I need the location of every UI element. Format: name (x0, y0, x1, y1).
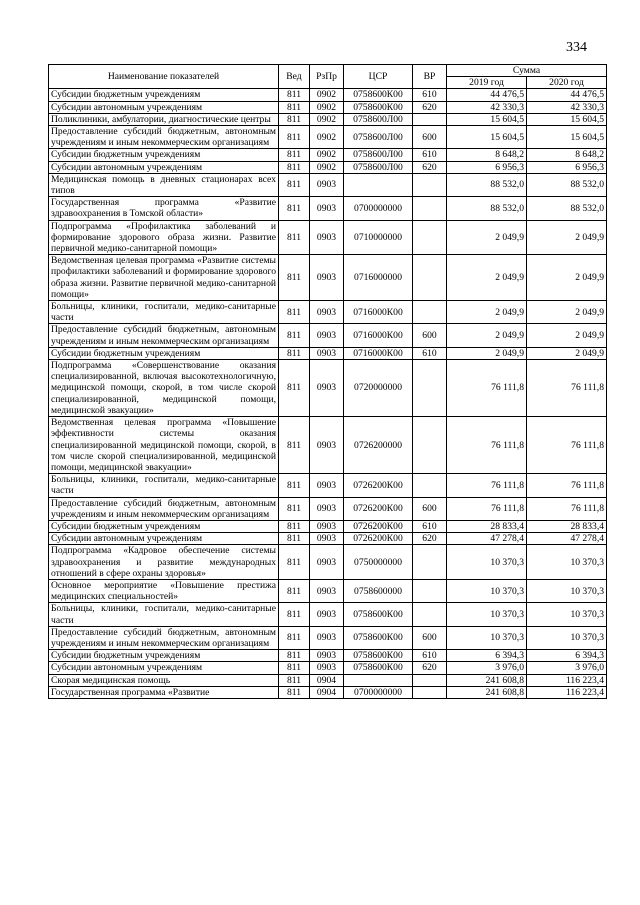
row-sum-2019-cell: 15 604,5 (447, 126, 527, 149)
row-csr-cell: 0726200000 (344, 417, 413, 474)
row-rzpr-cell: 0903 (310, 301, 344, 324)
row-rzpr-cell: 0903 (310, 579, 344, 602)
row-name-cell: Государственная программа «Развитие здравоохранения в Томской области» (49, 197, 279, 220)
row-rzpr-cell: 0903 (310, 603, 344, 626)
row-sum-2019-cell: 6 956,3 (447, 161, 527, 173)
row-rzpr-cell: 0903 (310, 662, 344, 674)
row-sum-2019-cell: 2 049,9 (447, 324, 527, 347)
row-sum-2020-cell: 76 111,8 (527, 474, 607, 497)
page-number: 334 (566, 40, 587, 55)
row-sum-2019-cell: 241 608,8 (447, 686, 527, 698)
row-csr-cell: 0716000К00 (344, 301, 413, 324)
row-sum-2020-cell: 10 370,3 (527, 626, 607, 649)
row-vr-cell: 620 (413, 161, 447, 173)
table-row (49, 173, 607, 196)
row-sum-2020-cell: 116 223,4 (527, 674, 607, 686)
row-ved-cell: 811 (279, 197, 310, 220)
row-sum-2020-cell: 2 049,9 (527, 347, 607, 359)
table-row (49, 674, 607, 686)
row-rzpr-cell: 0903 (310, 220, 344, 255)
table-row (49, 579, 607, 602)
row-csr-cell: 0758600Л00 (344, 149, 413, 161)
table-row (49, 347, 607, 359)
row-name-cell: Государственная программа «Развитие (49, 686, 279, 698)
row-rzpr-cell: 0903 (310, 360, 344, 417)
row-vr-cell: 610 (413, 520, 447, 532)
row-name-cell: Субсидии бюджетным учреждениям (49, 650, 279, 662)
row-csr-cell: 0758600000 (344, 579, 413, 602)
row-name-cell: Субсидии бюджетным учреждениям (49, 149, 279, 161)
row-csr-cell: 0758600Л00 (344, 161, 413, 173)
row-name-cell: Предоставление субсидий бюджетным, автономным учреждениям и иным некоммерческим организациям (49, 324, 279, 347)
header-ved: Вед (279, 65, 310, 89)
row-csr-cell: 0758600К00 (344, 626, 413, 649)
row-rzpr-cell: 0904 (310, 674, 344, 686)
header-vr: ВР (413, 65, 447, 89)
row-ved-cell: 811 (279, 301, 310, 324)
budget-table (48, 64, 607, 699)
table-row (49, 686, 607, 698)
table-row (49, 301, 607, 324)
row-sum-2020-cell: 42 330,3 (527, 101, 607, 113)
row-vr-cell: 620 (413, 662, 447, 674)
row-ved-cell: 811 (279, 497, 310, 520)
row-rzpr-cell: 0903 (310, 324, 344, 347)
table-row (49, 533, 607, 545)
row-sum-2019-cell: 76 111,8 (447, 497, 527, 520)
row-rzpr-cell: 0902 (310, 149, 344, 161)
row-ved-cell: 811 (279, 149, 310, 161)
row-sum-2019-cell: 10 370,3 (447, 603, 527, 626)
row-ved-cell: 811 (279, 417, 310, 474)
row-sum-2019-cell: 241 608,8 (447, 674, 527, 686)
row-ved-cell: 811 (279, 674, 310, 686)
row-name-cell: Медицинская помощь в дневных стационарах всех типов (49, 173, 279, 196)
row-csr-cell: 0758600К00 (344, 101, 413, 113)
row-ved-cell: 811 (279, 255, 310, 301)
row-sum-2019-cell: 88 532,0 (447, 173, 527, 196)
row-sum-2020-cell: 2 049,9 (527, 324, 607, 347)
row-vr-cell: 610 (413, 347, 447, 359)
row-sum-2019-cell: 42 330,3 (447, 101, 527, 113)
row-rzpr-cell: 0902 (310, 161, 344, 173)
row-rzpr-cell: 0903 (310, 520, 344, 532)
row-vr-cell: 610 (413, 650, 447, 662)
row-vr-cell (413, 173, 447, 196)
row-sum-2020-cell: 76 111,8 (527, 417, 607, 474)
row-csr-cell: 0758600К00 (344, 603, 413, 626)
row-ved-cell: 811 (279, 173, 310, 196)
row-sum-2019-cell: 76 111,8 (447, 474, 527, 497)
row-ved-cell: 811 (279, 650, 310, 662)
row-rzpr-cell: 0903 (310, 417, 344, 474)
row-sum-2020-cell: 10 370,3 (527, 545, 607, 580)
row-ved-cell: 811 (279, 579, 310, 602)
table-row (49, 662, 607, 674)
row-csr-cell (344, 173, 413, 196)
row-vr-cell: 620 (413, 101, 447, 113)
table-body (49, 89, 607, 699)
row-ved-cell: 811 (279, 474, 310, 497)
row-sum-2020-cell: 88 532,0 (527, 197, 607, 220)
row-sum-2019-cell: 76 111,8 (447, 360, 527, 417)
row-sum-2019-cell: 3 976,0 (447, 662, 527, 674)
row-name-cell: Субсидии бюджетным учреждениям (49, 520, 279, 532)
row-vr-cell (413, 417, 447, 474)
row-name-cell: Ведомственная целевая программа «Развитие системы профилактики заболеваний и формирование здорового образа жизни. Развитие первичной медико-санитарной помощи» (49, 255, 279, 301)
table-row (49, 126, 607, 149)
row-rzpr-cell: 0902 (310, 126, 344, 149)
row-csr-cell: 0716000000 (344, 255, 413, 301)
row-csr-cell: 0758600К00 (344, 662, 413, 674)
row-name-cell: Субсидии автономным учреждениям (49, 101, 279, 113)
row-sum-2019-cell: 6 394,3 (447, 650, 527, 662)
row-rzpr-cell: 0903 (310, 255, 344, 301)
row-name-cell: Ведомственная целевая программа «Повышение эффективности системы оказания специализированной медицинской помощи, скорой, в том числе скорой специализированной, медицинской помощи, медицинской эвакуации» (49, 417, 279, 474)
row-rzpr-cell: 0902 (310, 89, 344, 101)
table-row (49, 324, 607, 347)
table-row (49, 626, 607, 649)
table-row (49, 220, 607, 255)
row-vr-cell: 600 (413, 497, 447, 520)
header-year-2020: 2020 год (527, 77, 607, 89)
table-row (49, 255, 607, 301)
row-vr-cell (413, 255, 447, 301)
row-vr-cell (413, 301, 447, 324)
row-rzpr-cell: 0903 (310, 474, 344, 497)
row-vr-cell: 600 (413, 126, 447, 149)
row-csr-cell: 0726200К00 (344, 497, 413, 520)
row-vr-cell (413, 197, 447, 220)
header-rzpr: РзПр (310, 65, 344, 89)
row-vr-cell (413, 579, 447, 602)
row-name-cell: Предоставление субсидий бюджетным, автономным учреждениям и иным некоммерческим организациям (49, 626, 279, 649)
row-sum-2020-cell: 8 648,2 (527, 149, 607, 161)
row-rzpr-cell: 0903 (310, 533, 344, 545)
row-ved-cell: 811 (279, 113, 310, 125)
row-ved-cell: 811 (279, 662, 310, 674)
row-rzpr-cell: 0904 (310, 686, 344, 698)
row-vr-cell: 600 (413, 626, 447, 649)
row-name-cell: Предоставление субсидий бюджетным, автономным учреждениям и иным некоммерческим организациям (49, 497, 279, 520)
row-sum-2020-cell: 3 976,0 (527, 662, 607, 674)
row-name-cell: Скорая медицинская помощь (49, 674, 279, 686)
row-sum-2020-cell: 2 049,9 (527, 255, 607, 301)
row-csr-cell: 0700000000 (344, 686, 413, 698)
row-csr-cell (344, 674, 413, 686)
row-vr-cell: 610 (413, 89, 447, 101)
row-vr-cell: 620 (413, 533, 447, 545)
row-sum-2020-cell: 2 049,9 (527, 220, 607, 255)
row-vr-cell (413, 674, 447, 686)
row-csr-cell: 0758600К00 (344, 650, 413, 662)
row-csr-cell: 0700000000 (344, 197, 413, 220)
row-name-cell: Субсидии автономным учреждениям (49, 161, 279, 173)
row-rzpr-cell: 0903 (310, 197, 344, 220)
row-sum-2020-cell: 15 604,5 (527, 113, 607, 125)
row-vr-cell (413, 360, 447, 417)
row-sum-2020-cell: 28 833,4 (527, 520, 607, 532)
row-rzpr-cell: 0903 (310, 626, 344, 649)
row-sum-2019-cell: 2 049,9 (447, 347, 527, 359)
row-name-cell: Поликлиники, амбулатории, диагностические центры (49, 113, 279, 125)
row-ved-cell: 811 (279, 161, 310, 173)
row-ved-cell: 811 (279, 101, 310, 113)
row-name-cell: Основное мероприятие «Повышение престижа медицинских специальностей» (49, 579, 279, 602)
row-sum-2020-cell: 76 111,8 (527, 497, 607, 520)
row-sum-2020-cell: 10 370,3 (527, 579, 607, 602)
row-rzpr-cell: 0903 (310, 497, 344, 520)
table-row (49, 113, 607, 125)
row-sum-2019-cell: 10 370,3 (447, 626, 527, 649)
row-name-cell: Больницы, клиники, госпитали, медико-санитарные части (49, 301, 279, 324)
row-sum-2020-cell: 2 049,9 (527, 301, 607, 324)
row-sum-2019-cell: 44 476,5 (447, 89, 527, 101)
row-csr-cell: 0716000К00 (344, 324, 413, 347)
row-rzpr-cell: 0903 (310, 545, 344, 580)
row-csr-cell: 0720000000 (344, 360, 413, 417)
table-row (49, 197, 607, 220)
row-csr-cell: 0758600К00 (344, 89, 413, 101)
row-ved-cell: 811 (279, 533, 310, 545)
table-row (49, 474, 607, 497)
row-name-cell: Предоставление субсидий бюджетным, автономным учреждениям и иным некоммерческим организациям (49, 126, 279, 149)
row-name-cell: Подпрограмма «Кадровое обеспечение системы здравоохранения и развитие международных отношений в сфере охраны здоровья» (49, 545, 279, 580)
row-ved-cell: 811 (279, 626, 310, 649)
row-sum-2020-cell: 44 476,5 (527, 89, 607, 101)
row-vr-cell (413, 220, 447, 255)
table-row (49, 360, 607, 417)
row-sum-2019-cell: 28 833,4 (447, 520, 527, 532)
row-sum-2019-cell: 2 049,9 (447, 220, 527, 255)
row-ved-cell: 811 (279, 126, 310, 149)
row-sum-2020-cell: 6 394,3 (527, 650, 607, 662)
row-rzpr-cell: 0903 (310, 650, 344, 662)
table-row (49, 497, 607, 520)
row-vr-cell: 600 (413, 324, 447, 347)
row-name-cell: Больницы, клиники, госпитали, медико-санитарные части (49, 474, 279, 497)
row-vr-cell (413, 545, 447, 580)
row-sum-2020-cell: 88 532,0 (527, 173, 607, 196)
row-sum-2019-cell: 88 532,0 (447, 197, 527, 220)
table-row (49, 101, 607, 113)
table-header (49, 65, 607, 89)
row-sum-2019-cell: 76 111,8 (447, 417, 527, 474)
row-csr-cell: 0750000000 (344, 545, 413, 580)
row-rzpr-cell: 0903 (310, 347, 344, 359)
table-row (49, 520, 607, 532)
row-name-cell: Субсидии автономным учреждениям (49, 533, 279, 545)
row-ved-cell: 811 (279, 603, 310, 626)
row-csr-cell: 0716000К00 (344, 347, 413, 359)
row-vr-cell (413, 686, 447, 698)
row-sum-2019-cell: 47 278,4 (447, 533, 527, 545)
row-sum-2019-cell: 8 648,2 (447, 149, 527, 161)
row-ved-cell: 811 (279, 686, 310, 698)
header-year-2019: 2019 год (447, 77, 527, 89)
row-csr-cell: 0726200К00 (344, 474, 413, 497)
row-sum-2020-cell: 76 111,8 (527, 360, 607, 417)
row-sum-2019-cell: 2 049,9 (447, 301, 527, 324)
row-name-cell: Подпрограмма «Совершенствование оказания специализированной, включая высокотехнологичную, медицинской помощи, скорой, в том числе скорой специализированной, медицинской помощи, медицинской эвакуации» (49, 360, 279, 417)
row-sum-2019-cell: 15 604,5 (447, 113, 527, 125)
table-row (49, 650, 607, 662)
table-row (49, 417, 607, 474)
row-vr-cell (413, 603, 447, 626)
row-sum-2019-cell: 2 049,9 (447, 255, 527, 301)
row-rzpr-cell: 0902 (310, 113, 344, 125)
row-rzpr-cell: 0902 (310, 101, 344, 113)
row-csr-cell: 0710000000 (344, 220, 413, 255)
table-row (49, 161, 607, 173)
header-csr: ЦСР (344, 65, 413, 89)
row-sum-2019-cell: 10 370,3 (447, 579, 527, 602)
row-sum-2020-cell: 10 370,3 (527, 603, 607, 626)
table-row (49, 89, 607, 101)
row-ved-cell: 811 (279, 545, 310, 580)
row-ved-cell: 811 (279, 89, 310, 101)
row-csr-cell: 0726200К00 (344, 533, 413, 545)
table-row (49, 545, 607, 580)
row-vr-cell (413, 113, 447, 125)
row-ved-cell: 811 (279, 324, 310, 347)
row-ved-cell: 811 (279, 220, 310, 255)
row-csr-cell: 0726200К00 (344, 520, 413, 532)
row-csr-cell: 0758600Л00 (344, 126, 413, 149)
header-name: Наименование показателей (49, 65, 279, 89)
table-row (49, 149, 607, 161)
row-ved-cell: 811 (279, 520, 310, 532)
row-name-cell: Субсидии автономным учреждениям (49, 662, 279, 674)
row-sum-2020-cell: 15 604,5 (527, 126, 607, 149)
row-csr-cell: 0758600Л00 (344, 113, 413, 125)
row-vr-cell (413, 474, 447, 497)
row-name-cell: Подпрограмма «Профилактика заболеваний и формирование здорового образа жизни. Развитие первичной медико-санитарной помощи» (49, 220, 279, 255)
row-sum-2019-cell: 10 370,3 (447, 545, 527, 580)
row-rzpr-cell: 0903 (310, 173, 344, 196)
row-name-cell: Субсидии бюджетным учреждениям (49, 89, 279, 101)
row-ved-cell: 811 (279, 347, 310, 359)
row-vr-cell: 610 (413, 149, 447, 161)
row-name-cell: Больницы, клиники, госпитали, медико-санитарные части (49, 603, 279, 626)
header-sum: Сумма (447, 65, 607, 77)
row-sum-2020-cell: 47 278,4 (527, 533, 607, 545)
row-sum-2020-cell: 116 223,4 (527, 686, 607, 698)
row-sum-2020-cell: 6 956,3 (527, 161, 607, 173)
row-name-cell: Субсидии бюджетным учреждениям (49, 347, 279, 359)
row-ved-cell: 811 (279, 360, 310, 417)
table-row (49, 603, 607, 626)
